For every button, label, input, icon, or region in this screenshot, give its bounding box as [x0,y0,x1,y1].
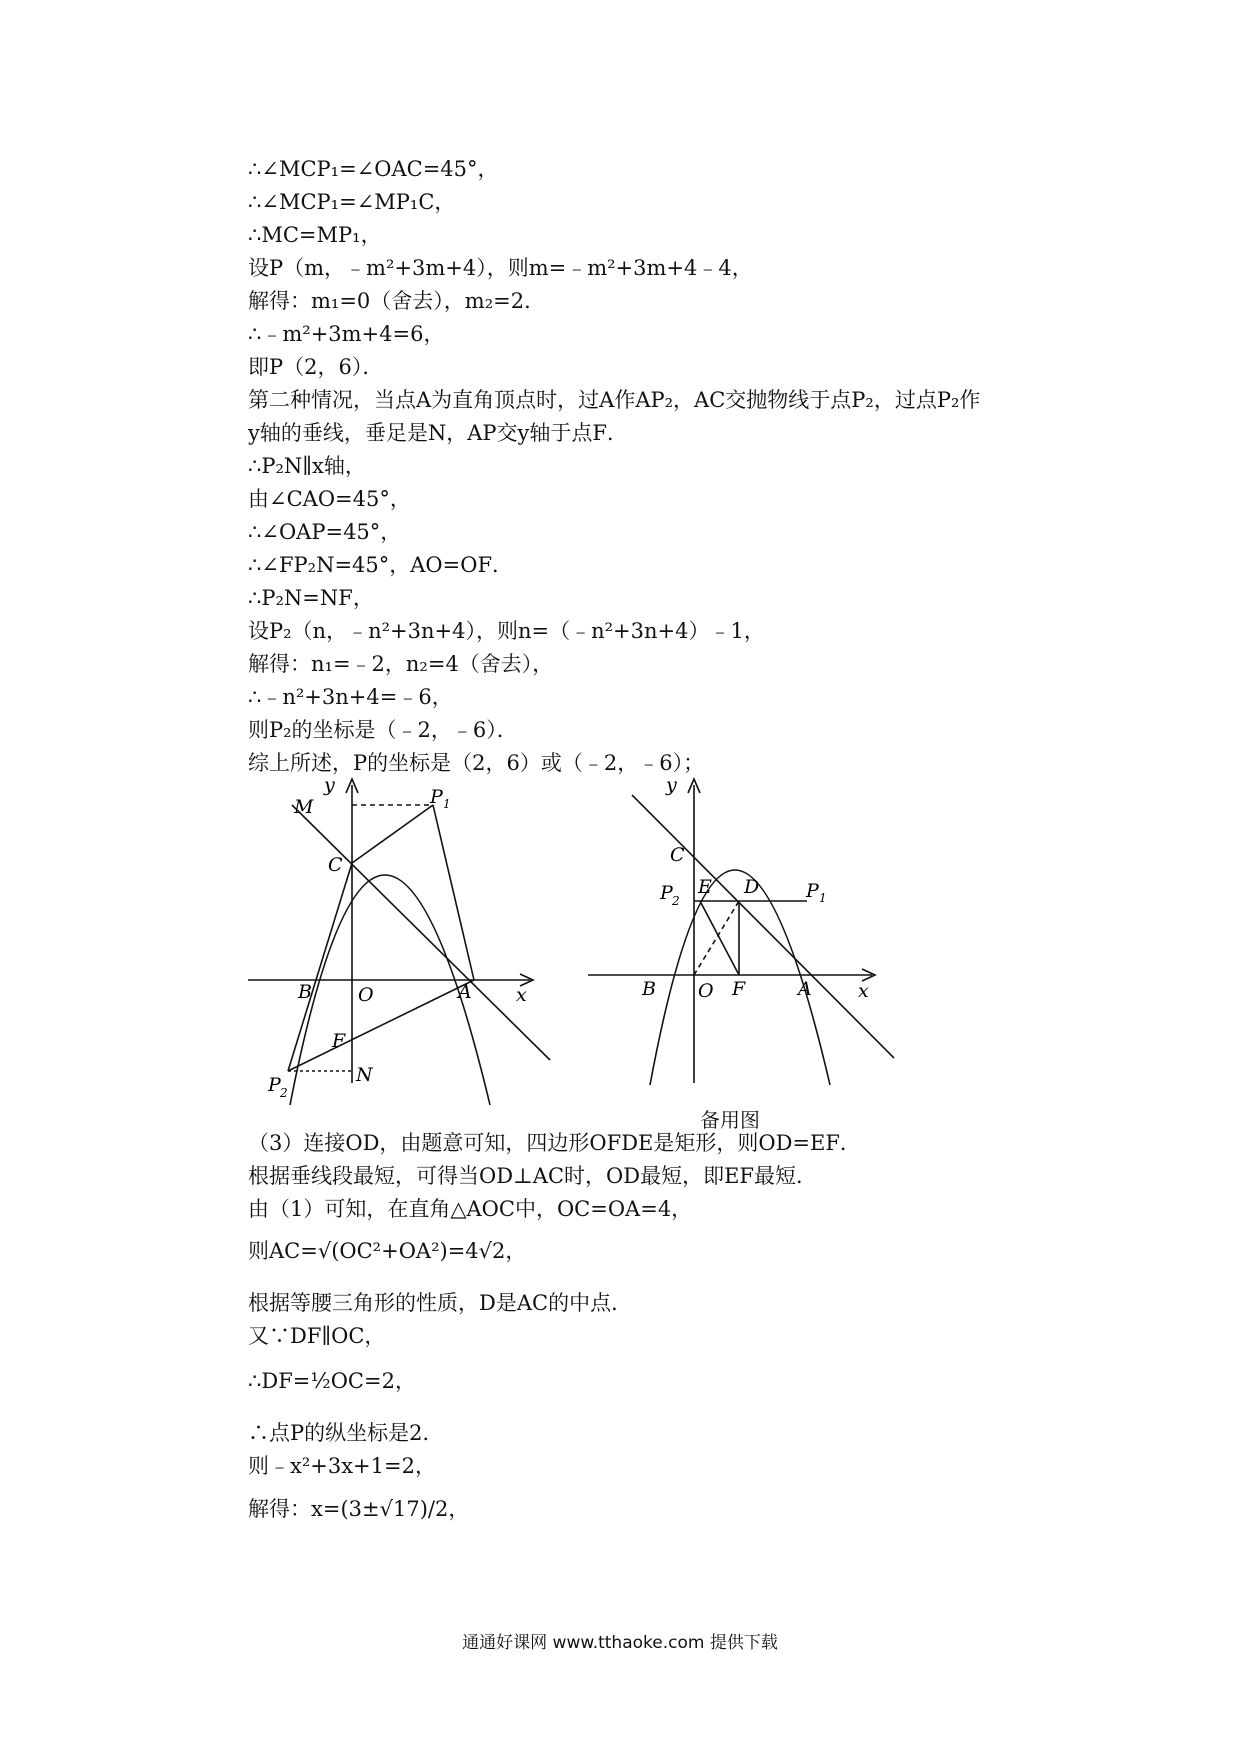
line-cp1 [352,805,433,863]
text-line: ∴点P的纵坐标是2． [248,1421,444,1445]
label-o: O [698,980,714,1002]
text-line: 设P（m，﹣m²+3m+4），则m=﹣m²+3m+4﹣4， [248,256,753,280]
text-line: （3）连接OD，由题意可知，四边形OFDE是矩形，则OD=EF． [248,1131,861,1155]
label-p1: P [806,880,819,902]
label-x: x [858,980,869,1002]
text-line: ∴∠MCP₁=∠OAC=45°， [248,157,499,181]
label-p1-sub: 1 [443,797,451,811]
label-o: O [358,984,374,1006]
label-f: F [332,1030,346,1052]
label-d: D [744,876,760,898]
text-line: ∴∠OAP=45°， [248,520,402,544]
text-line: 则﹣x²+3x+1=2， [248,1454,436,1478]
text-line: 第二种情况，当点A为直角顶点时，过A作AP₂，AC交抛物线于点P₂，过点P₂作 [248,388,981,412]
text-line: 由（1）可知，在直角△AOC中，OC=OA=4， [248,1197,693,1221]
line-ca [632,795,894,1058]
label-e: E [698,876,712,898]
footer: 通通好课网 www.tthaoke.com 提供下载 [462,1633,778,1653]
label-c: C [328,854,343,876]
line-p1a [433,805,474,980]
text-line: ∴∠FP₂N=45°，AO=OF． [248,553,514,577]
text-line: y轴的垂线，垂足是N，AP交y轴于点F． [248,421,628,445]
text-line: 设P₂（n，﹣n²+3n+4），则n=（﹣n²+3n+4）﹣1， [248,619,765,643]
text-line: 综上所述，P的坐标是（2，6）或（﹣2，﹣6）； [248,751,705,775]
text-line: ∴MC=MP₁， [248,223,382,247]
figure-caption: 备用图 [700,1108,760,1132]
label-n: N [356,1064,373,1086]
text-line: ∴P₂N∥x轴， [248,454,366,478]
label-x: x [516,984,527,1006]
label-p2: P [268,1074,281,1096]
formula-line: ∴DF=½OC=2， [248,1369,416,1393]
label-p1-sub: 1 [819,891,827,905]
label-f: F [732,978,746,1000]
label-c: C [670,844,685,866]
text-line: 由∠CAO=45°， [248,487,411,511]
text-line: 即P（2，6）． [248,355,384,379]
label-p2-sub: 2 [672,894,680,908]
label-y: y [324,774,335,796]
label-p2-sub: 2 [280,1086,288,1100]
label-m: M [294,796,314,818]
figure-main [240,765,570,1125]
text-line: 则P₂的坐标是（﹣2，﹣6）． [248,718,518,742]
formula-line: 解得：x=(3±√17)/2， [248,1497,470,1521]
label-y: y [666,774,677,796]
label-b: B [642,978,656,1000]
text-line: 又∵DF∥OC， [248,1324,386,1348]
formula-line: 则AC=√(OC²+OA²)=4√2， [248,1239,527,1263]
text-line: 根据垂线段最短，可得当OD⊥AC时，OD最短，即EF最短． [248,1164,817,1188]
text-line: 根据等腰三角形的性质，D是AC的中点． [248,1291,633,1315]
text-line: ∴﹣n²+3n+4=﹣6， [248,685,453,709]
label-a: A [458,981,472,1003]
label-b: B [298,981,312,1003]
label-a: A [798,978,812,1000]
text-line: 解得：m₁=0（舍去），m₂=2． [248,289,546,313]
text-line: 解得：n₁=﹣2，n₂=4（舍去）， [248,652,554,676]
label-p1: P [430,786,443,808]
text-line: ∴﹣m²+3m+4=6， [248,322,445,346]
text-line: ∴P₂N=NF， [248,586,374,610]
label-p2: P [660,882,673,904]
figure-backup [580,765,910,1105]
text-line: ∴∠MCP₁=∠MP₁C， [248,190,456,214]
